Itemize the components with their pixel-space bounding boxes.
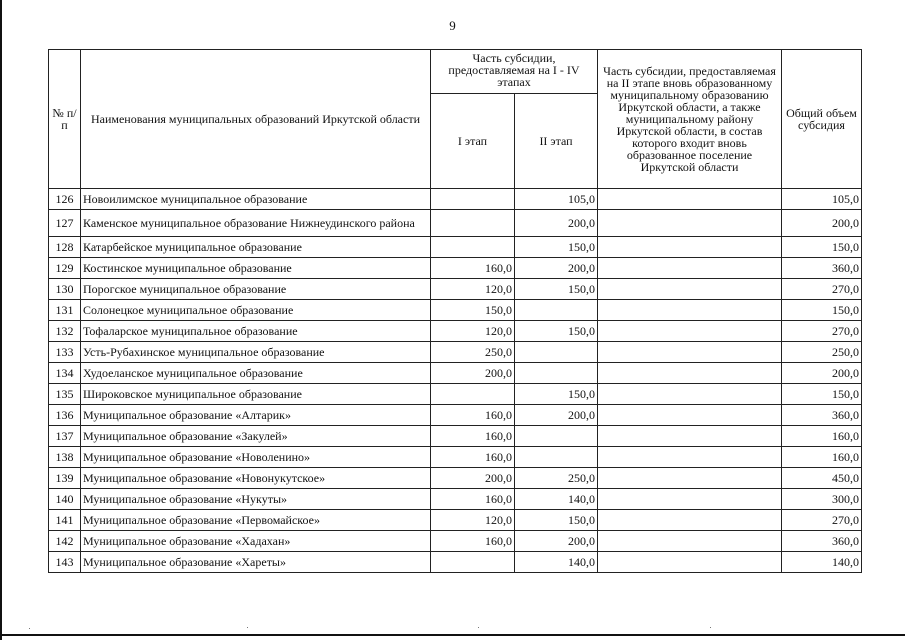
- row-stage-1: [431, 384, 515, 405]
- row-number: 131: [49, 300, 81, 321]
- row-total: 200,0: [782, 363, 862, 384]
- row-number: 133: [49, 342, 81, 363]
- row-number: 135: [49, 384, 81, 405]
- row-number: 134: [49, 363, 81, 384]
- scan-speck: [710, 627, 711, 628]
- row-number: 138: [49, 447, 81, 468]
- row-total: 450,0: [782, 468, 862, 489]
- row-total: 360,0: [782, 405, 862, 426]
- row-total: 150,0: [782, 384, 862, 405]
- row-stage-2: 200,0: [515, 210, 598, 237]
- row-number: 140: [49, 489, 81, 510]
- row-name: Худоеланское муниципальное образование: [81, 363, 431, 384]
- row-new-formation: [598, 237, 782, 258]
- row-total: 300,0: [782, 489, 862, 510]
- scan-speck: [29, 628, 30, 629]
- table-row: [49, 189, 862, 210]
- row-stage-1: [431, 189, 515, 210]
- row-number: 128: [49, 237, 81, 258]
- header-total: Общий объем субсидия: [782, 50, 862, 189]
- row-name: Костинское муниципальное образование: [81, 258, 431, 279]
- header-part-stages-1-4: Часть субсидии, предоставляемая на I - IV этапах: [431, 50, 598, 94]
- row-stage-2: [515, 300, 598, 321]
- row-name: Муниципальное образование «Первомайское»: [81, 510, 431, 531]
- row-stage-2: [515, 447, 598, 468]
- row-new-formation: [598, 384, 782, 405]
- table-row: [49, 300, 862, 321]
- row-total: 140,0: [782, 552, 862, 573]
- row-stage-1: 160,0: [431, 405, 515, 426]
- header-stage-2: II этап: [515, 94, 598, 189]
- table-row: [49, 321, 862, 342]
- table-row: [49, 426, 862, 447]
- table-row: [49, 279, 862, 300]
- table-row: [49, 552, 862, 573]
- row-number: 127: [49, 210, 81, 237]
- table-body: [49, 189, 862, 573]
- row-total: 360,0: [782, 531, 862, 552]
- row-stage-1: 200,0: [431, 363, 515, 384]
- row-total: 150,0: [782, 237, 862, 258]
- row-stage-2: 200,0: [515, 405, 598, 426]
- row-stage-1: 150,0: [431, 300, 515, 321]
- row-new-formation: [598, 510, 782, 531]
- scan-edge-left: [0, 0, 2, 640]
- row-number: 137: [49, 426, 81, 447]
- row-number: 139: [49, 468, 81, 489]
- row-stage-2: 150,0: [515, 510, 598, 531]
- row-new-formation: [598, 468, 782, 489]
- row-new-formation: [598, 363, 782, 384]
- row-name: Усть-Рубахинское муниципальное образование: [81, 342, 431, 363]
- row-name: Широковское муниципальное образование: [81, 384, 431, 405]
- row-stage-1: 160,0: [431, 258, 515, 279]
- row-new-formation: [598, 447, 782, 468]
- row-new-formation: [598, 189, 782, 210]
- row-total: 250,0: [782, 342, 862, 363]
- row-new-formation: [598, 426, 782, 447]
- row-stage-1: [431, 237, 515, 258]
- row-stage-2: 140,0: [515, 552, 598, 573]
- row-name: Солонецкое муниципальное образование: [81, 300, 431, 321]
- table-row: [49, 447, 862, 468]
- row-new-formation: [598, 321, 782, 342]
- row-total: 270,0: [782, 510, 862, 531]
- row-stage-1: 120,0: [431, 279, 515, 300]
- header-num: № п/п: [49, 50, 81, 189]
- row-name: Каменское муниципальное образование Нижнеудинского района: [81, 210, 431, 237]
- row-name: Муниципальное образование «Новоленино»: [81, 447, 431, 468]
- row-stage-2: [515, 363, 598, 384]
- row-new-formation: [598, 531, 782, 552]
- row-stage-1: [431, 210, 515, 237]
- row-number: 126: [49, 189, 81, 210]
- header-part-new-formation: Часть субсидии, предоставляемая на II этапе вновь образованному муниципальному образованию Иркутской области, а также муниципальному району Иркутской области, в состав которого входит вновь образованное поселение Иркутской области: [598, 50, 782, 189]
- row-name: Муниципальное образование «Хадахан»: [81, 531, 431, 552]
- table-row: [49, 405, 862, 426]
- row-stage-2: [515, 342, 598, 363]
- row-name: Муниципальное образование «Хареты»: [81, 552, 431, 573]
- row-stage-1: 250,0: [431, 342, 515, 363]
- page-number: 9: [449, 18, 456, 33]
- row-number: 132: [49, 321, 81, 342]
- subsidy-table: [48, 49, 862, 573]
- row-name: Муниципальное образование «Новонукутское»: [81, 468, 431, 489]
- row-name: Тофаларское муниципальное образование: [81, 321, 431, 342]
- row-new-formation: [598, 279, 782, 300]
- table-row: [49, 363, 862, 384]
- row-number: 130: [49, 279, 81, 300]
- scan-edge-bottom: [0, 634, 905, 636]
- row-stage-1: 160,0: [431, 531, 515, 552]
- row-total: 160,0: [782, 447, 862, 468]
- row-stage-2: 150,0: [515, 321, 598, 342]
- row-stage-2: 150,0: [515, 237, 598, 258]
- row-name: Катарбейское муниципальное образование: [81, 237, 431, 258]
- scan-speck: [478, 627, 479, 628]
- row-new-formation: [598, 405, 782, 426]
- row-stage-1: 120,0: [431, 510, 515, 531]
- row-name: Муниципальное образование «Закулей»: [81, 426, 431, 447]
- table-row: [49, 258, 862, 279]
- row-number: 129: [49, 258, 81, 279]
- row-stage-2: 150,0: [515, 384, 598, 405]
- row-stage-2: 200,0: [515, 258, 598, 279]
- row-stage-1: [431, 552, 515, 573]
- row-name: Муниципальное образование «Алтарик»: [81, 405, 431, 426]
- table-row: [49, 237, 862, 258]
- row-stage-1: 160,0: [431, 489, 515, 510]
- row-stage-1: 200,0: [431, 468, 515, 489]
- row-new-formation: [598, 489, 782, 510]
- row-stage-1: 120,0: [431, 321, 515, 342]
- table-row: [49, 210, 862, 237]
- row-name: Порогское муниципальное образование: [81, 279, 431, 300]
- row-number: 142: [49, 531, 81, 552]
- row-total: 270,0: [782, 279, 862, 300]
- row-stage-2: [515, 426, 598, 447]
- table-row: [49, 468, 862, 489]
- row-total: 200,0: [782, 210, 862, 237]
- row-name: Новоилимское муниципальное образование: [81, 189, 431, 210]
- row-stage-2: 250,0: [515, 468, 598, 489]
- table-row: [49, 489, 862, 510]
- row-stage-1: 160,0: [431, 447, 515, 468]
- row-new-formation: [598, 210, 782, 237]
- row-number: 141: [49, 510, 81, 531]
- row-new-formation: [598, 258, 782, 279]
- row-name: Муниципальное образование «Нукуты»: [81, 489, 431, 510]
- row-stage-2: 150,0: [515, 279, 598, 300]
- row-total: 150,0: [782, 300, 862, 321]
- row-number: 143: [49, 552, 81, 573]
- row-number: 136: [49, 405, 81, 426]
- header-stage-1: I этап: [431, 94, 515, 189]
- row-total: 360,0: [782, 258, 862, 279]
- table-row: [49, 342, 862, 363]
- table-row: [49, 531, 862, 552]
- row-total: 160,0: [782, 426, 862, 447]
- row-total: 270,0: [782, 321, 862, 342]
- table-row: [49, 384, 862, 405]
- row-new-formation: [598, 342, 782, 363]
- row-stage-2: 140,0: [515, 489, 598, 510]
- row-stage-2: 200,0: [515, 531, 598, 552]
- header-name: Наименования муниципальных образований Иркутской области: [81, 50, 431, 189]
- row-new-formation: [598, 552, 782, 573]
- scan-speck: [247, 627, 248, 628]
- row-new-formation: [598, 300, 782, 321]
- row-stage-1: 160,0: [431, 426, 515, 447]
- row-total: 105,0: [782, 189, 862, 210]
- table-row: [49, 510, 862, 531]
- row-stage-2: 105,0: [515, 189, 598, 210]
